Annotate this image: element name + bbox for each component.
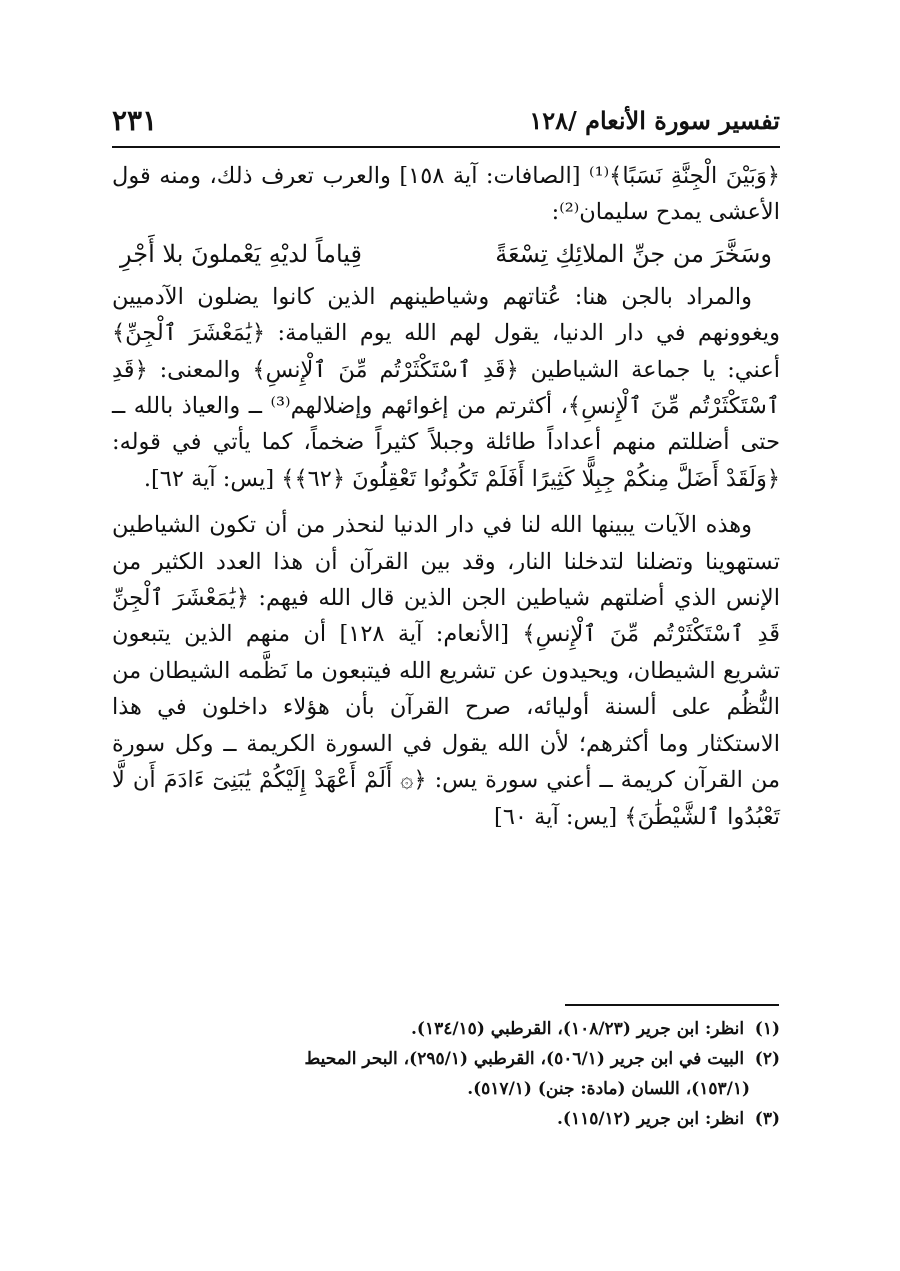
footnote-2-continuation: (١٥٣/١)، اللسان (مادة: جنن) (٥١٧/١). [467, 1079, 750, 1099]
poetry-verse [120, 233, 772, 275]
footnote-number: (١) [754, 1019, 780, 1039]
footnote-2 [112, 1044, 780, 1074]
main-text [112, 158, 780, 835]
page-header [112, 100, 780, 140]
footnotes [112, 1014, 780, 1134]
footnote-text: انظر: ابن جرير (١١٥/١٢). [556, 1109, 745, 1129]
page-number: ٢٣١ [112, 103, 158, 137]
footnote-text: البيت في ابن جرير (٥٠٦/١)، القرطبي (٢٩٥/١)، البحر المحيط [304, 1049, 745, 1069]
footnote-rule [565, 1004, 779, 1006]
running-title: تفسير سورة الأنعام /١٢٨ [529, 105, 780, 135]
paragraph-2: والمراد بالجن هنا: عُتاتهم وشياطينهم الذين كانوا يضلون الآدميين ويغوونهم في دار الدنيا، يقول لهم الله يوم القيامة: ﴿يَٰمَعْشَرَ ٱلْجِنِّ﴾ أعني: يا جماعة الشياطين ﴿قَدِ ٱسْتَكْثَرْتُم مِّنَ ٱلْإِنسِ﴾ والمعنى: ﴿قَدِ ٱسْتَكْثَرْتُم مِّنَ ٱلْإِنسِ﴾، أكثرتم من إغوائهم وإضلالهم⁽³⁾ ــ والعياذ بالله ــ حتى أضللتم منهم أعداداً طائلة وجبلاً كثيراً ضخماً، كما يأتي في قوله: ﴿وَلَقَدْ أَضَلَّ مِنكُمْ جِبِلًّا كَثِيرًا أَفَلَمْ تَكُونُوا تَعْقِلُونَ ﴿٦٢﴾﴾ [يس: آية ٦٢]. [112, 283, 780, 492]
paragraph-1: ﴿وَبَيْنَ الْجِنَّةِ نَسَبًا﴾⁽¹⁾ [الصافات: آية ١٥٨] والعرب تعرف ذلك، ومنه قول الأعشى يمدح سليمان⁽²⁾: [112, 163, 780, 226]
footnote-1 [112, 1014, 780, 1044]
footnote-text: انظر: ابن جرير (١٠٨/٢٣)، القرطبي (١٣٤/١٥). [410, 1019, 745, 1039]
header-rule [112, 146, 780, 148]
verse-first-hemistich: وسَخَّرَ من جنِّ الملائِكِ تِسْعَةً [495, 239, 772, 268]
footnote-3 [112, 1104, 780, 1134]
footnote-number: (٣) [754, 1109, 780, 1129]
verse-second-hemistich: قِياماً لديْهِ يَعْملونَ بلا أَجْرِ [120, 239, 363, 268]
paragraph-3: وهذه الآيات يبينها الله لنا في دار الدنيا لنحذر من أن تكون الشياطين تستهوينا وتضلنا لتدخلنا النار، وقد بين القرآن أن هذا العدد الكثير من الإنس الذي أضلتهم شياطين الجن الذين قال الله فيهم: ﴿يَٰمَعْشَرَ ٱلْجِنِّ قَدِ ٱسْتَكْثَرْتُم مِّنَ ٱلْإِنسِ﴾ [الأنعام: آية ١٢٨] أن منهم الذين يتبعون تشريع الشيطان، ويحيدون عن تشريع الله فيتبعون ما نَظَّمه الشيطان من النُّظُم على ألسنة أوليائه، صرح القرآن بأن هؤلاء داخلون في هذا الاستكثار وما أكثرهم؛ لأن الله يقول في السورة الكريمة ــ وكل سورة من القرآن كريمة ــ أعني سورة يس: ﴿۞ أَلَمْ أَعْهَدْ إِلَيْكُمْ يَٰبَنِىٓ ءَادَمَ أَن لَّا تَعْبُدُوا ٱلشَّيْطَٰنَ﴾ [يس: آية ٦٠] [112, 512, 781, 830]
footnote-number: (٢) [754, 1049, 780, 1069]
